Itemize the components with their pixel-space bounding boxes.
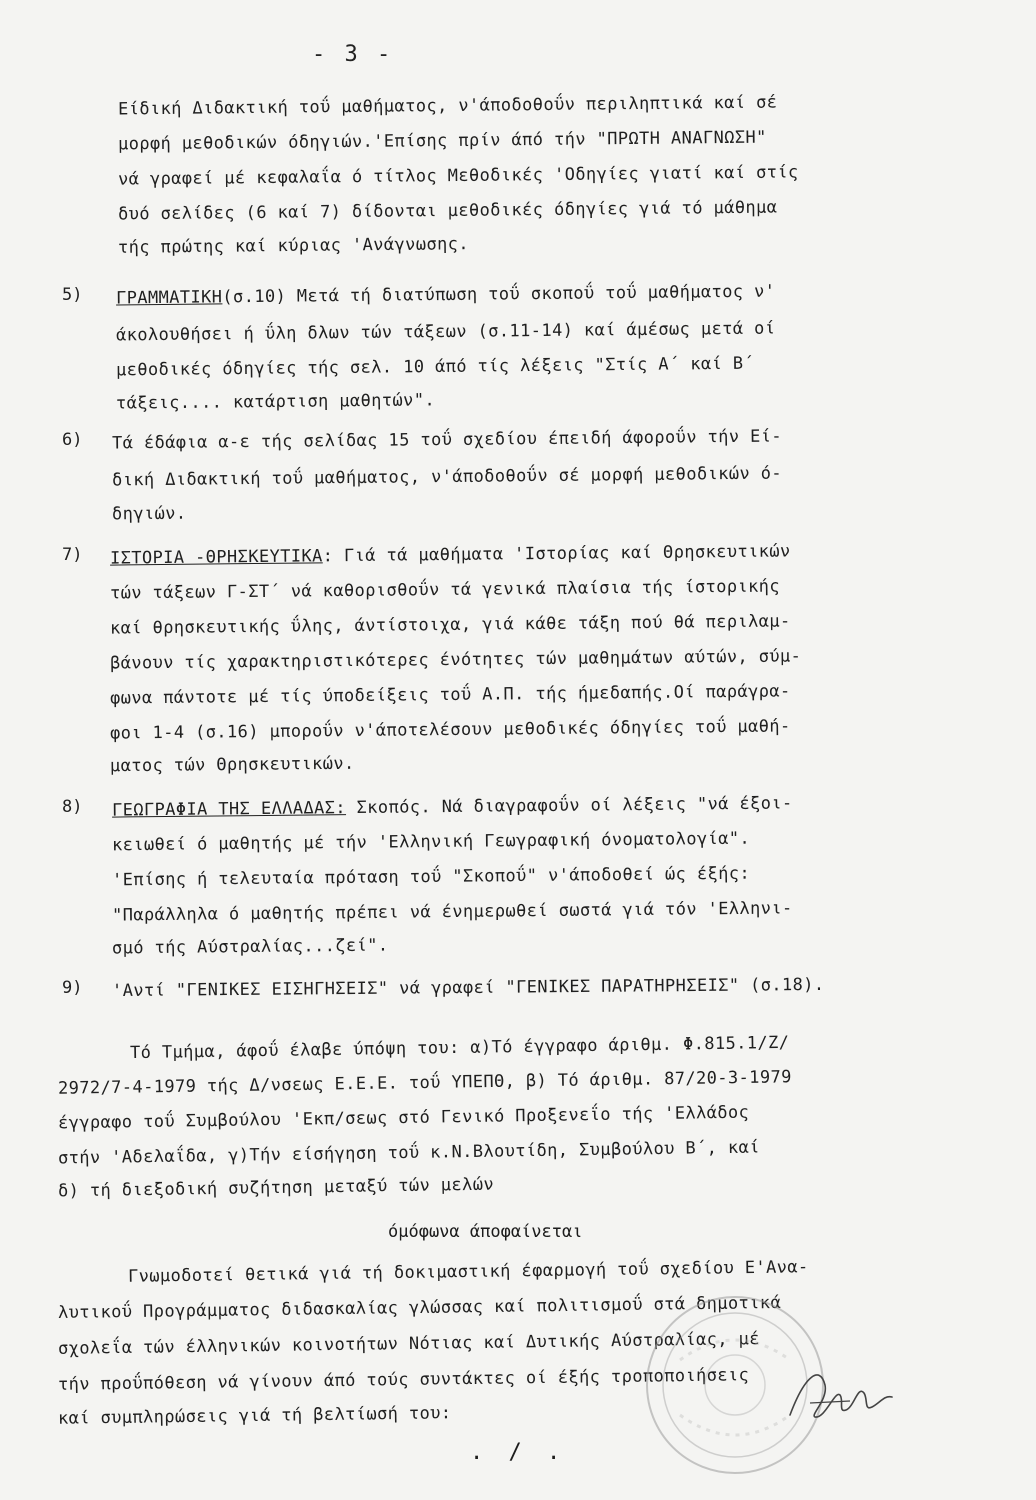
text-line: Τά έδάφια α-ε τής σελίδας 15 τοΰ σχεδίου έπειδή άφοροΰν τήν Εί- bbox=[111, 426, 783, 454]
item-number: 5) bbox=[62, 285, 83, 305]
text-line: δ) τή διεξοδική συζήτηση μεταξύ τών μελών bbox=[57, 1174, 495, 1202]
item5-heading: ΓΡΑΜΜΑΤΙΚΗ bbox=[115, 287, 223, 309]
text-line: 'Επίσης ή τελευταία πρόταση τοΰ "Σκοποΰ" ν'άποδοθεί ώς έξής: bbox=[111, 863, 751, 891]
item-number: 8) bbox=[62, 797, 83, 817]
text-line: καί συμπληρώσεις γιά τή βελτίωσή του: bbox=[57, 1403, 452, 1429]
item-number: 6) bbox=[62, 430, 83, 450]
text-line: σμό τής Αύστραλίας...ζεί". bbox=[111, 935, 389, 959]
decision-heading: όμόφωνα άποφαίνεται bbox=[388, 1222, 583, 1242]
text-line: μεθοδικές όδηγίες τής σελ. 10 άπό τίς λέξεις "Στίς Α΄ καί Β΄ bbox=[115, 353, 755, 381]
text-line: άκολουθήσει ή ΰλη δλων τών τάξεων (σ.11-14) καί άμέσως μετά οί bbox=[115, 318, 776, 346]
text-line: κειωθεί ό μαθητής μέ τήν 'Ελληνική Γεωγραφική όνοματολογία". bbox=[111, 828, 751, 856]
text-line: "Παράλληλα ό μαθητής πρέπει νά ένημερωθεί σωστά γιά τόν 'Ελληνι- bbox=[111, 898, 793, 926]
text-line: τήν προΰπόθεση νά γίνουν άπό τούς συντάκτες οί έξής τροποποιήσεις bbox=[57, 1365, 750, 1395]
item5-text: (σ.10) Μετά τή διατύπωση τοΰ σκοποΰ τοΰ μαθήματος ν' bbox=[222, 281, 776, 308]
page-number: - 3 - bbox=[312, 42, 394, 67]
text-line: φωνα πάντοτε μέ τίς ύποδείξεις τοΰ Α.Π. τής ήμεδαπής.Οί παράγρα- bbox=[109, 681, 791, 709]
text-line: νά γραφεί μέ κεφαλαΐα ό τίτλος Μεθοδικές 'Οδηγίες γιατί καί στίς bbox=[117, 162, 799, 190]
item-number: 7) bbox=[62, 545, 83, 565]
text-line: φοι 1-4 (σ.16) μποροΰν ν'άποτελέσουν μεθοδικές όδηγίες τοΰ μαθή- bbox=[109, 716, 791, 744]
text-line: τάξεις.... κατάρτιση μαθητών". bbox=[115, 390, 436, 414]
item8-heading: ΓΕΩΓΡΑΦΙΑ ΤΗΣ ΕΛΛΑΔΑΣ: bbox=[111, 798, 347, 821]
text-line: δυό σελίδες (6 καί 7) δίδονται μεθοδικές όδηγίες γιά τό μάθημα bbox=[117, 197, 778, 225]
text-line: τής πρώτης καί κύριας 'Ανάγνωσης. bbox=[117, 234, 470, 258]
text-line: 2972/7-4-1979 τής Δ/νσεως Ε.Ε.Ε. τοΰ ΥΠΕΠΘ, β) Τό άριθμ. 87/20-3-1979 bbox=[57, 1067, 792, 1099]
text-line: λυτικοΰ Προγράμματος διδασκαλίας γλώσσας καί πολιτισμοΰ στά δημοτικά bbox=[57, 1292, 782, 1324]
text-line: δική Διδακτική τοΰ μαθήματος, ν'άποδοθοΰν σέ μορφή μεθοδικών ό- bbox=[111, 463, 783, 491]
text-line: στήν 'Αδελαΐδα, γ)Τήν είσήγηση τοΰ κ.Ν.Βλουτίδη, Συμβούλου Β΄, καί bbox=[57, 1137, 761, 1169]
item8-first-line bbox=[112, 793, 793, 820]
text-line: βάνουν τίς χαρακτηριστικότερες ένότητες τών μαθημάτων αύτών, σύμ- bbox=[109, 646, 802, 674]
text-line: μορφή μεθοδικών όδηγιών.'Επίσης πρίν άπό τήν "ΠΡΩΤΗ ΑΝΑΓΝΩΣΗ" bbox=[117, 127, 767, 155]
item7-text: : Γιά τά μαθήματα 'Ιστορίας καί Θρησκευτικών bbox=[322, 541, 791, 567]
text-line: τών τάξεων Γ-ΣΤ΄ νά καθορισθοΰν τά γενικά πλαίσια τής ίστορικής bbox=[109, 576, 781, 604]
text-line: Τό Τμήμα, άφοΰ έλαβε ύπόψη του: α)Τό έγγραφο άριθμ. Φ.815.1/Ζ/ bbox=[129, 1032, 790, 1064]
item8-text: Σκοπός. Νά διαγραφοΰν οί λέξεις "νά έξοι- bbox=[345, 793, 793, 819]
text-line: ματος τών Θρησκευτικών. bbox=[109, 753, 355, 777]
text-line: δηγιών. bbox=[111, 503, 187, 525]
item-number: 9) bbox=[62, 978, 83, 998]
text-line: καί θρησκευτικής ΰλης, άντίστοιχα, γιά κάθε τάξη πού θά περιλαμ- bbox=[109, 611, 791, 639]
text-line: Γνωμοδοτεί θετικά γιά τή δοκιμαστική έφαρμογή τοΰ σχεδίου Ε'Ανα- bbox=[127, 1257, 809, 1287]
text-line: 'Αντί "ΓΕΝΙΚΕΣ ΕΙΣΗΓΗΣΕΙΣ" νά γραφεί "ΓΕΝΙΚΕΣ ΠΑΡΑΤΗΡΗΣΕΙΣ" (σ.18). bbox=[111, 974, 825, 1002]
item7-first-line bbox=[110, 541, 791, 568]
text-line: έγγραφο τοΰ Συμβούλου 'Εκπ/σεως στό Γενικό Προξενεΐο τής 'Ελλάδος bbox=[57, 1102, 750, 1134]
continuation-mark: . / . bbox=[470, 1440, 567, 1465]
text-line: Είδική Διδακτική τοΰ μαθήματος, ν'άποδοθοΰν περιληπτικά καί σέ bbox=[117, 92, 778, 120]
signature-icon bbox=[780, 1355, 900, 1435]
text-line: σχολεΐα τών έλληνικών κοινοτήτων Νότιας καί Δυτικής Αύστραλίας, μέ bbox=[57, 1329, 761, 1359]
item5-first-line bbox=[116, 282, 776, 309]
item7-heading: ΙΣΤΟΡΙΑ -ΘΡΗΣΚΕΥΤΙΚΑ bbox=[109, 546, 323, 569]
